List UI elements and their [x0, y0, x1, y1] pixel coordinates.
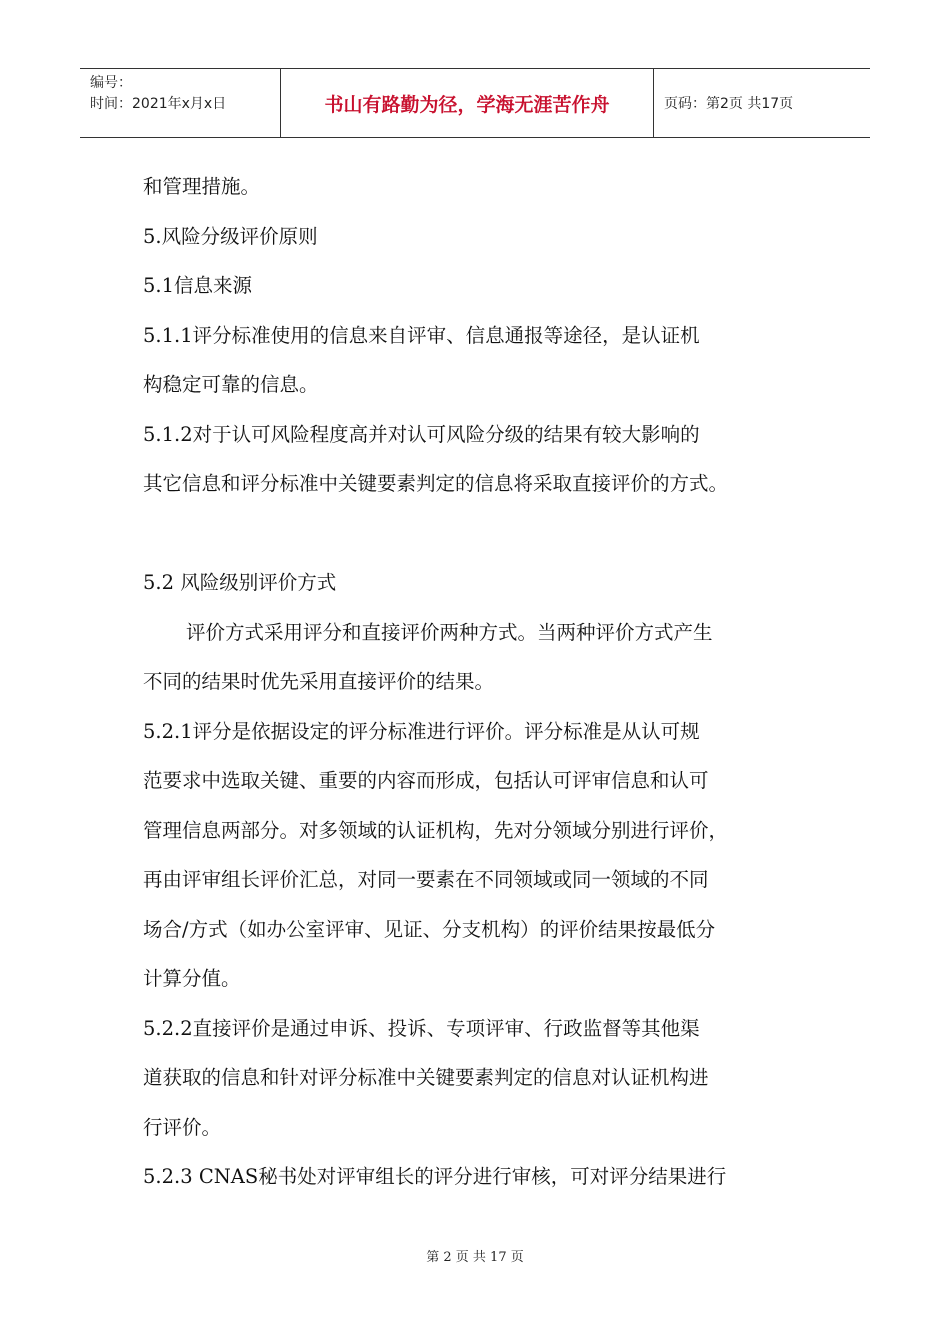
blank-line [143, 509, 813, 559]
body-line: 再由评审组长评价汇总，对同一要素在不同领域或同一领域的不同 [143, 868, 709, 891]
body-line: 5.1.2对于认可风险程度高并对认可风险分级的结果有较大影响的 [143, 422, 700, 446]
body-line: 管理信息两部分。对多领域的认证机构，先对分领域分别进行评价， [143, 818, 729, 842]
header-motto: 书山有路勤为径，学海无涯苦作舟 [280, 69, 654, 137]
subsection-heading: 5.1信息来源 [143, 274, 253, 297]
body-line: 计算分值。 [143, 967, 241, 990]
header-page-info: 页码：第2页 共17页 [664, 96, 794, 112]
body-line: 不同的结果时优先采用直接评价的结果。 [143, 670, 495, 693]
body-line: 5.2.2直接评价是通过申诉、投诉、专项评审、行政监督等其他渠 [143, 1016, 700, 1040]
body-line: 范要求中选取关键、重要的内容而形成，包括认可评审信息和认可 [143, 769, 709, 792]
section-heading: 5.风险分级评价原则 [143, 224, 318, 248]
page-footer: 第 2 页 共 17 页 [426, 1250, 524, 1265]
document-time-label: 时间：2021年x月x日 [90, 96, 227, 112]
body-line: 场合/方式（如办公室评审、见证、分支机构）的评价结果按最低分 [143, 917, 716, 941]
body-line: 其它信息和评分标准中关键要素判定的信息将采取直接评价的方式。 [143, 472, 729, 495]
document-number-label: 编号： [90, 75, 132, 91]
subsection-heading: 5.2 风险级别评价方式 [143, 571, 337, 594]
header-meta [80, 69, 280, 137]
body-line: 5.1.1评分标准使用的信息来自评审、信息通报等途径，是认证机 [143, 323, 700, 347]
body-line: 5.2.1评分是依据设定的评分标准进行评价。评分标准是从认可规 [143, 719, 700, 743]
body-line: 道获取的信息和针对评分标准中关键要素判定的信息对认证机构进 [143, 1066, 709, 1089]
body-line: 5.2.3 CNAS秘书处对评审组长的评分进行审核，可对评分结果进行 [143, 1165, 727, 1188]
document-body [143, 162, 813, 1202]
page-header [80, 68, 870, 138]
body-line: 和管理措施。 [143, 175, 261, 198]
body-line: 构稳定可靠的信息。 [143, 373, 319, 396]
body-line: 评价方式采用评分和直接评价两种方式。当两种评价方式产生 [186, 620, 713, 644]
body-line: 行评价。 [143, 1115, 222, 1139]
